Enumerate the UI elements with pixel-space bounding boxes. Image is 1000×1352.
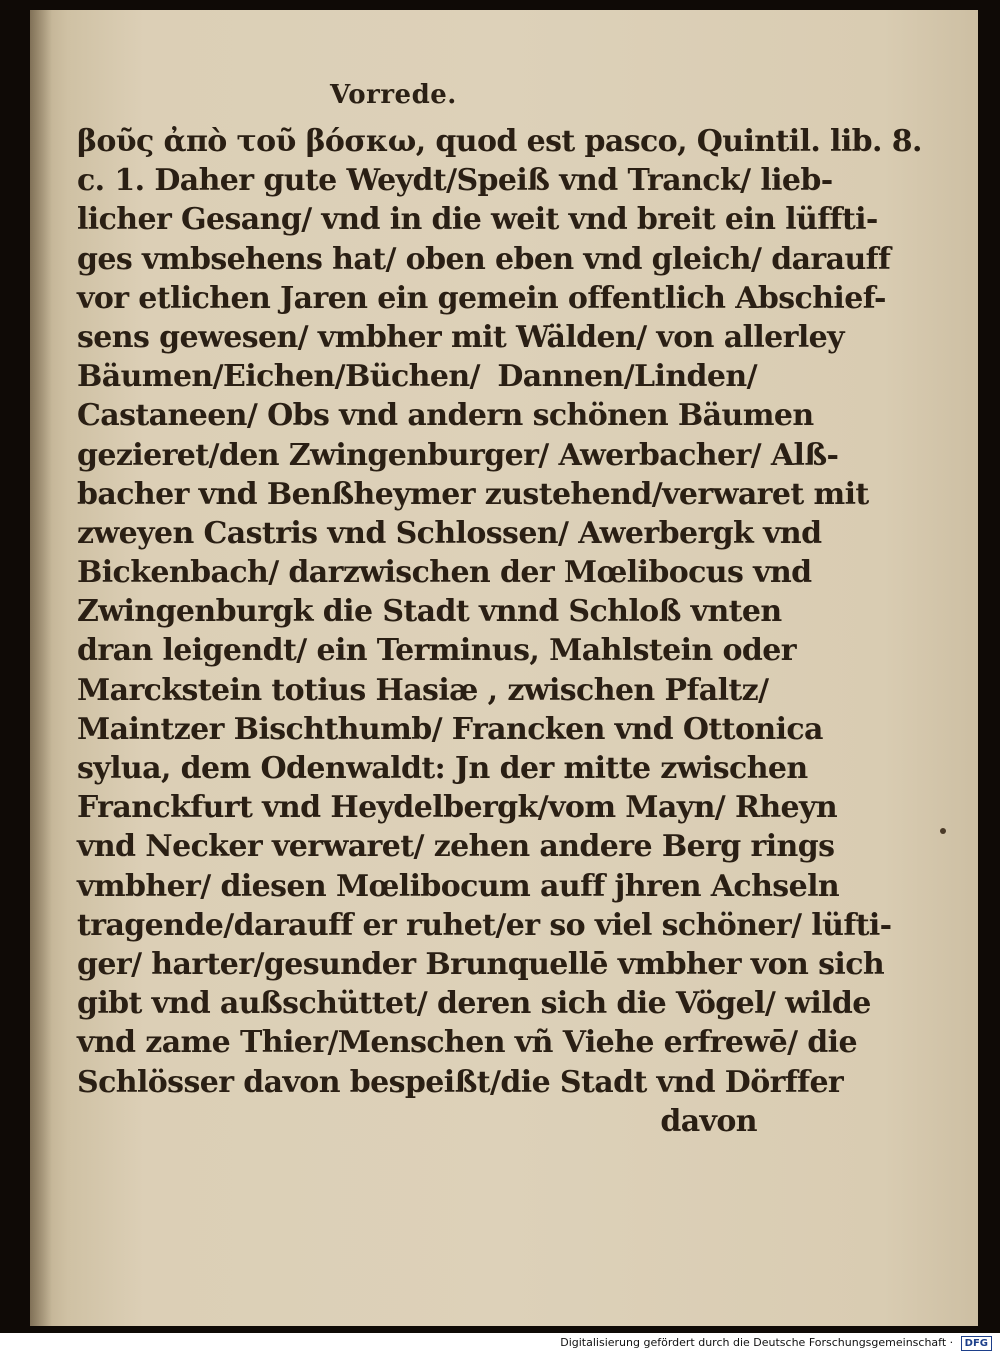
text-line: gibt vnd außschüttet/ deren sich die Vögel/ wilde — [77, 986, 871, 1022]
text-line: Franckfurt vnd Heydelbergk/vom Mayn/ Rheyn — [77, 790, 838, 826]
text-line: βοῦς ἀπὸ τοῦ βόσκω, quod est pasco, Quintil. lib. 8. — [77, 124, 922, 159]
book-page — [30, 10, 978, 1326]
text-line: Marckstein totius Hasiæ , zwischen Pfaltz/ — [77, 672, 769, 708]
text-line: c. 1. Daher gute Weydt/Speiß vnd Tranck/ lieb- — [77, 163, 833, 199]
text-line: Maintzer Bischthumb/ Francken vnd Ottonica — [77, 711, 823, 747]
text-line: zweyen Castris vnd Schlossen/ Awerbergk vnd — [77, 515, 822, 551]
running-header: Vorrede. — [330, 80, 457, 110]
body-text — [77, 122, 922, 1141]
catchword-line — [77, 1102, 757, 1141]
text-line: Zwingenburgk die Stadt vnnd Schloß vnten — [77, 594, 782, 630]
text-line: sylua, dem Odenwaldt: Jn der mitte zwischen — [77, 751, 808, 786]
text-line: bacher vnd Benßheymer zustehend/verwaret mit — [77, 476, 869, 512]
text-line: licher Gesang/ vnd in die weit vnd breit ein lüffti- — [77, 202, 878, 238]
digitization-credit — [560, 1334, 992, 1352]
text-line: ger/ harter/gesunder Brunquellē vmbher von sich — [77, 946, 885, 982]
text-line: tragende/darauff er ruhet/er so viel schöner/ lüfti- — [77, 907, 892, 943]
ink-speck — [940, 828, 946, 834]
text-line: Castaneen/ Obs vnd andern schönen Bäumen — [77, 398, 814, 434]
text-line: vmbher/ diesen Mœlibocum auff jhren Achseln — [77, 868, 840, 904]
text-line: vnd zame Thier/Menschen vñ Viehe erfrewē/ die — [77, 1025, 857, 1061]
text-line: sens gewesen/ vmbher mit Wälden/ von allerley — [77, 319, 844, 355]
text-line: Bäumen/Eichen/Büchen/ Dannen/Linden/ — [77, 359, 757, 395]
text-line: ges vmbsehens hat/ oben eben vnd gleich/ darauff — [77, 241, 891, 277]
text-line: vor etlichen Jaren ein gemein offentlich Abschief- — [77, 280, 886, 316]
text-line: gezieret/den Zwingenburger/ Awerbacher/ Alß- — [77, 437, 839, 473]
dfg-logo: DFG — [961, 1336, 992, 1351]
catchword: davon — [660, 1103, 757, 1139]
text-line: vnd Necker verwaret/ zehen andere Berg rings — [77, 829, 835, 865]
text-line: Bickenbach/ darzwischen der Mœlibocus vnd — [77, 555, 812, 591]
gutter-shadow — [30, 10, 52, 1326]
credit-text: Digitalisierung gefördert durch die Deutsche Forschungsgemeinschaft · — [560, 1336, 954, 1349]
text-line: Schlösser davon bespeißt/die Stadt vnd Dörffer — [77, 1064, 844, 1100]
text-line: dran leigendt/ ein Terminus, Mahlstein oder — [77, 633, 796, 669]
